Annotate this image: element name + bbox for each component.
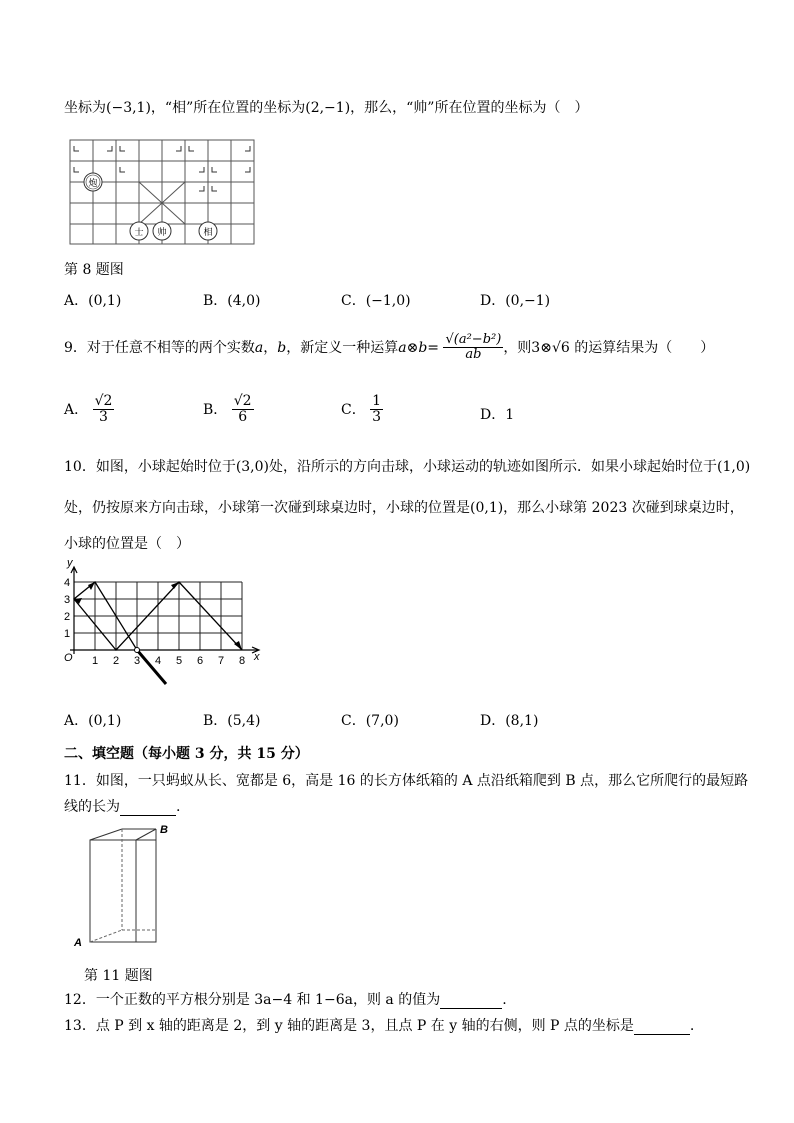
q13-answer-blank[interactable] xyxy=(634,1018,690,1035)
svg-text:y: y xyxy=(67,558,73,569)
q8-option-b: B．(4,0) xyxy=(203,293,261,309)
svg-text:1: 1 xyxy=(64,628,71,640)
section-title: 二、填空题（每小题 3 分，共 15 分） xyxy=(64,746,309,762)
piece-xiang xyxy=(199,222,217,240)
q13-text: 13．点 P 到 x 轴的距离是 2，到 y 轴的距离是 3，且点 P 在 y 轴的右侧，则 P 点的坐标是 . xyxy=(64,1018,695,1034)
q11-line1: 11．如图，一只蚂蚁从长、宽都是 6，高是 16 的长方体纸箱的 A 点沿纸箱爬到 B 点，那么它所爬行的最短路 xyxy=(64,773,749,789)
svg-text:O: O xyxy=(64,652,73,664)
svg-text:帅: 帅 xyxy=(157,227,167,237)
svg-text:8: 8 xyxy=(238,655,246,667)
piece-shuai xyxy=(153,222,171,240)
q12-text: 12．一个正数的平方根分别是 3a−4 和 1−6a，则 a 的值为 . xyxy=(64,992,507,1008)
svg-text:x: x xyxy=(254,651,260,663)
point-a: A xyxy=(74,937,82,949)
q10-line1: 10．如图，小球起始时位于(3,0)处，沿所示的方向击球，小球运动的轨迹如图所示．如果小球起始时位于(1,0) xyxy=(64,459,751,475)
svg-text:4: 4 xyxy=(64,577,71,589)
q10-table-graph xyxy=(62,558,272,690)
cue-stick xyxy=(137,650,166,684)
svg-text:相: 相 xyxy=(203,227,213,237)
svg-text:7: 7 xyxy=(217,655,225,667)
svg-text:炮: 炮 xyxy=(88,178,98,188)
q10-line3: 小球的位置是（ ） xyxy=(64,536,190,552)
point-b: B xyxy=(160,824,168,836)
q8-text: 坐标为(−3,1)，“相”所在位置的坐标为(2,−1)，那么，“帅”所在位置的坐标为（ ） xyxy=(64,100,589,116)
q8-caption: 第 8 题图 xyxy=(64,262,124,278)
q9-option-a: A． $\frac{√2}{3}$ xyxy=(64,393,113,426)
svg-text:2: 2 xyxy=(112,655,120,667)
svg-text:2: 2 xyxy=(64,611,71,623)
q8-option-a: A．(0,1) xyxy=(64,293,122,309)
q10-line2: 处，仍按原来方向击球，小球第一次碰到球桌边时，小球的位置是(0,1)，那么小球第 2023 次碰到球桌边时， xyxy=(64,500,744,516)
piece-shi xyxy=(130,222,148,240)
q11-caption: 第 11 题图 xyxy=(84,968,153,984)
q8-option-c: C．(−1,0) xyxy=(341,293,411,309)
q8-option-d: D．(0,−1) xyxy=(480,293,551,309)
svg-text:3: 3 xyxy=(64,594,71,606)
q9-option-b: B． $\frac{√2}{6}$ xyxy=(203,393,252,426)
svg-text:1: 1 xyxy=(91,655,99,667)
q9-option-d: D．1 xyxy=(480,407,515,423)
q11-answer-blank[interactable] xyxy=(120,799,176,816)
svg-text:5: 5 xyxy=(175,655,183,667)
q9-definition-fraction: $\frac{\text{√(a²−b²)}}{ab}$ xyxy=(445,332,502,363)
q10-option-c: C．(7,0) xyxy=(341,713,399,729)
svg-text:3: 3 xyxy=(133,655,141,667)
q10-option-d: D．(8,1) xyxy=(480,713,539,729)
svg-text:6: 6 xyxy=(196,655,204,667)
svg-text:士: 士 xyxy=(134,227,144,237)
q9-option-c: C． $\frac{1}{3}$ xyxy=(341,393,382,426)
ball xyxy=(135,648,140,653)
path-arrow xyxy=(171,582,179,589)
axes xyxy=(70,567,259,654)
svg-text:4: 4 xyxy=(154,655,162,667)
q10-option-b: B．(5,4) xyxy=(203,713,261,729)
path-arrow xyxy=(88,582,95,590)
q11-box-figure xyxy=(70,820,180,952)
q10-option-a: A．(0,1) xyxy=(64,713,122,729)
q9-text: 9．对于任意不相等的两个实数a，b，新定义一种运算a⊗b= $\frac{\text{√(a²−b²)}}{ab}$ ，则3⊗√6 的运算结果为（ ） xyxy=(64,332,715,363)
q8-chessboard-figure xyxy=(66,138,256,246)
q12-answer-blank[interactable] xyxy=(440,992,502,1009)
q11-line2: 线的长为 . xyxy=(64,799,181,815)
piece-pao xyxy=(84,173,102,191)
